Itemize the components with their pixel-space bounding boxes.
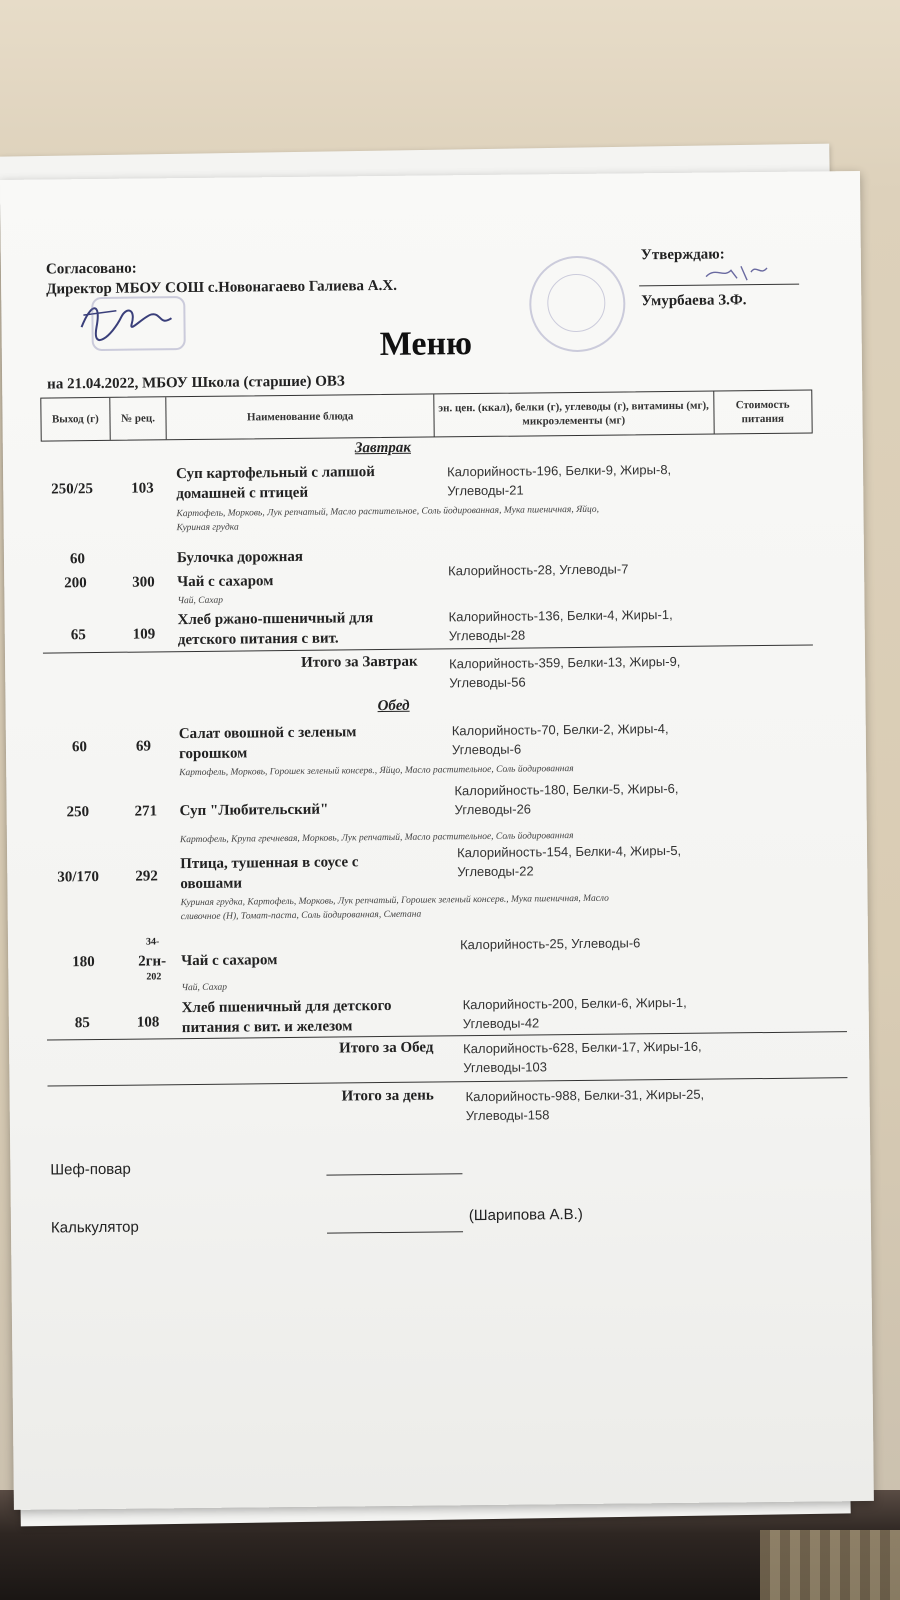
dish-name-line2: питания с вит. и железом: [181, 1018, 353, 1037]
breakfast-total-label: Итого за Завтрак: [300, 653, 418, 671]
table-header: [40, 390, 812, 442]
approver-signature: [701, 258, 771, 285]
nutrition-line2: Углеводы-21: [447, 482, 524, 499]
dish-name-line1: Суп картофельный с лапшой: [176, 464, 375, 483]
dish-name-line1: Салат овошной с зеленым: [178, 724, 357, 743]
nutrition-line2: Углеводы-42: [462, 1015, 540, 1032]
col-nutrition-header: эн. цен. (ккал), белки (г), углеводы (г), витамины (мг), микроэлементы (мг): [434, 392, 714, 437]
calculator-label: Калькулятор: [50, 1218, 139, 1237]
ingredients-line2: сливочное (H), Томат-паста, Соль йодированная, Сметана: [180, 909, 422, 923]
breakfast-3-output: 200: [64, 575, 87, 592]
lunch-1-ingredients: Картофель, Морковь, Горошек зеленый консерв., Яйцо, Масло растительное, Соль йодированная: [179, 764, 574, 779]
lunch-2-ingredients: Картофель, Крупа гречневая, Морковь, Лук репчатый, Масло растительное, Соль йодированная: [179, 831, 574, 846]
round-stamp-inner: [547, 274, 606, 333]
agreed-label: Согласовано:: [45, 260, 137, 278]
approver-name: Умурбаева З.Ф.: [641, 292, 747, 310]
breakfast-1-output: 250/25: [51, 481, 93, 498]
ingredients-line2: Куриная грудка: [176, 522, 239, 534]
total-line2: Углеводы-56: [449, 674, 526, 691]
nutrition-line2: Углеводы-6: [451, 741, 522, 758]
lunch-5-recipe: 108: [136, 1014, 160, 1031]
lunch-4-ingredients: Чай, Сахар: [181, 982, 228, 994]
breakfast-rule: [43, 645, 813, 654]
total-line1: Калорийность-359, Белки-13, Жиры-9,: [449, 653, 681, 672]
breakfast-2-name: Булочка дорожная: [176, 548, 304, 567]
breakfast-1-ingredients: [176, 503, 599, 535]
dish-name-line2: овошами: [180, 875, 243, 893]
lunch-1-name: [179, 722, 357, 764]
breakfast-3-nutrition: Калорийность-28, Углеводы-7: [448, 561, 629, 579]
page-title: Меню: [379, 325, 473, 364]
dish-name-line1: Птица, тушенная в соусе с: [180, 854, 359, 873]
nutrition-line1: Калорийность-70, Белки-2, Жиры-4,: [451, 721, 669, 739]
col-output-header: Выход (г): [41, 398, 110, 441]
breakfast-4-nutrition: [448, 605, 672, 645]
rug-edge: [760, 1530, 900, 1600]
col-name-header: Наименование блюда: [167, 394, 435, 439]
lunch-4-recipe: 2гн-: [138, 953, 167, 970]
dish-name-line2: домашней с птицей: [176, 484, 309, 503]
dish-name-line2: горошком: [178, 745, 248, 763]
lunch-1-output: 60: [71, 739, 88, 756]
lunch-4-recipe-top: 34-: [145, 936, 160, 948]
breakfast-1-name: [176, 462, 375, 504]
lunch-1-nutrition: [452, 719, 669, 759]
col-recipe-header: № рец.: [110, 397, 167, 440]
dish-name-line2: детского питания с вит.: [177, 630, 339, 649]
total-line2: Углеводы-158: [465, 1107, 550, 1124]
lunch-5-nutrition: [463, 993, 687, 1033]
total-line2: Углеводы-103: [463, 1059, 548, 1076]
breakfast-2-output: 60: [69, 551, 86, 568]
lunch-3-ingredients: [181, 892, 610, 924]
total-line1: Калорийность-628, Белки-17, Жиры-16,: [463, 1038, 702, 1057]
section-lunch-title: Обед: [377, 697, 410, 715]
lunch-3-recipe: 292: [135, 868, 158, 885]
menu-subtitle: на 21.04.2022, МБОУ Школа (старшие) ОВЗ: [47, 373, 345, 393]
lunch-total-values: [463, 1037, 702, 1077]
breakfast-1-recipe: 103: [131, 480, 154, 497]
breakfast-3-ingredients: Чай, Сахар: [177, 595, 224, 607]
nutrition-line2: Углеводы-28: [448, 627, 526, 644]
lunch-2-name: Суп "Любительский": [179, 801, 329, 820]
breakfast-1-nutrition: [447, 460, 671, 500]
nutrition-line1: Калорийность-196, Белки-9, Жиры-8,: [447, 461, 672, 480]
day-total-values: [466, 1085, 705, 1125]
lunch-5-output: 85: [74, 1015, 90, 1032]
breakfast-3-recipe: 300: [132, 574, 155, 591]
lunch-3-name: [180, 852, 359, 894]
faint-stamp-left: [91, 296, 186, 351]
lunch-4-nutrition: Калорийность-25, Углеводы-6: [459, 935, 641, 953]
chef-signature-line: [326, 1173, 462, 1175]
breakfast-4-output: 65: [70, 627, 86, 644]
lunch-1-recipe: 69: [135, 738, 152, 755]
ingredients-line1: Картофель, Морковь, Лук репчатый, Масло растительное, Соль йодированная, Мука пшеничная, Яйцо,: [176, 504, 600, 520]
breakfast-4-name: [178, 608, 374, 650]
director-line: Директор МБОУ СОШ с.Новонагаево Галиева А.Х.: [46, 277, 398, 298]
calculator-signature-line: [327, 1231, 463, 1233]
breakfast-3-name: Чай с сахаром: [177, 573, 274, 591]
lunch-rule: [47, 1031, 847, 1040]
lunch-2-output: 250: [66, 804, 90, 821]
menu-sheet: [0, 171, 874, 1510]
breakfast-total-values: [449, 652, 681, 692]
nutrition-line2: Углеводы-26: [454, 801, 532, 818]
section-breakfast-title: Завтрак: [354, 439, 412, 457]
breakfast-4-recipe: 109: [132, 626, 156, 643]
nutrition-line2: Углеводы-22: [457, 863, 534, 880]
nutrition-line1: Калорийность-180, Белки-5, Жиры-6,: [454, 780, 679, 799]
lunch-4-name: Чай с сахаром: [181, 952, 278, 970]
calculator-name: (Шарипова А.В.): [468, 1205, 583, 1225]
approve-label: Утверждаю:: [640, 246, 725, 264]
dish-name-line1: Хлеб пшеничный для детского: [181, 997, 392, 1017]
nutrition-line1: Калорийность-136, Белки-4, Жиры-1,: [448, 606, 673, 625]
ingredients-line1: Куриная грудка, Картофель, Морковь, Лук репчатый, Горошек зеленый консерв., Мука пшеничная, Масло: [180, 893, 609, 909]
lunch-2-recipe: 271: [134, 803, 158, 820]
dish-name-line1: Хлеб ржано-пшеничный для: [177, 610, 374, 629]
day-total-label: Итого за день: [341, 1087, 434, 1105]
col-cost-header: Стоимость питания: [735, 398, 790, 426]
lunch-4-recipe-bottom: 202: [146, 971, 162, 983]
chef-label: Шеф-повар: [50, 1160, 131, 1179]
lunch-4-output: 180: [72, 954, 95, 971]
total-line1: Калорийность-988, Белки-31, Жиры-25,: [465, 1086, 705, 1105]
day-rule: [47, 1077, 847, 1086]
nutrition-line1: Калорийность-200, Белки-6, Жиры-1,: [462, 994, 687, 1013]
lunch-2-nutrition: [454, 779, 678, 819]
lunch-total-label: Итого за Обед: [339, 1039, 434, 1057]
lunch-3-output: 30/170: [57, 869, 100, 886]
lunch-5-name: [182, 996, 392, 1038]
nutrition-line1: Калорийность-154, Белки-4, Жиры-5,: [456, 842, 682, 861]
lunch-3-nutrition: [457, 841, 681, 881]
